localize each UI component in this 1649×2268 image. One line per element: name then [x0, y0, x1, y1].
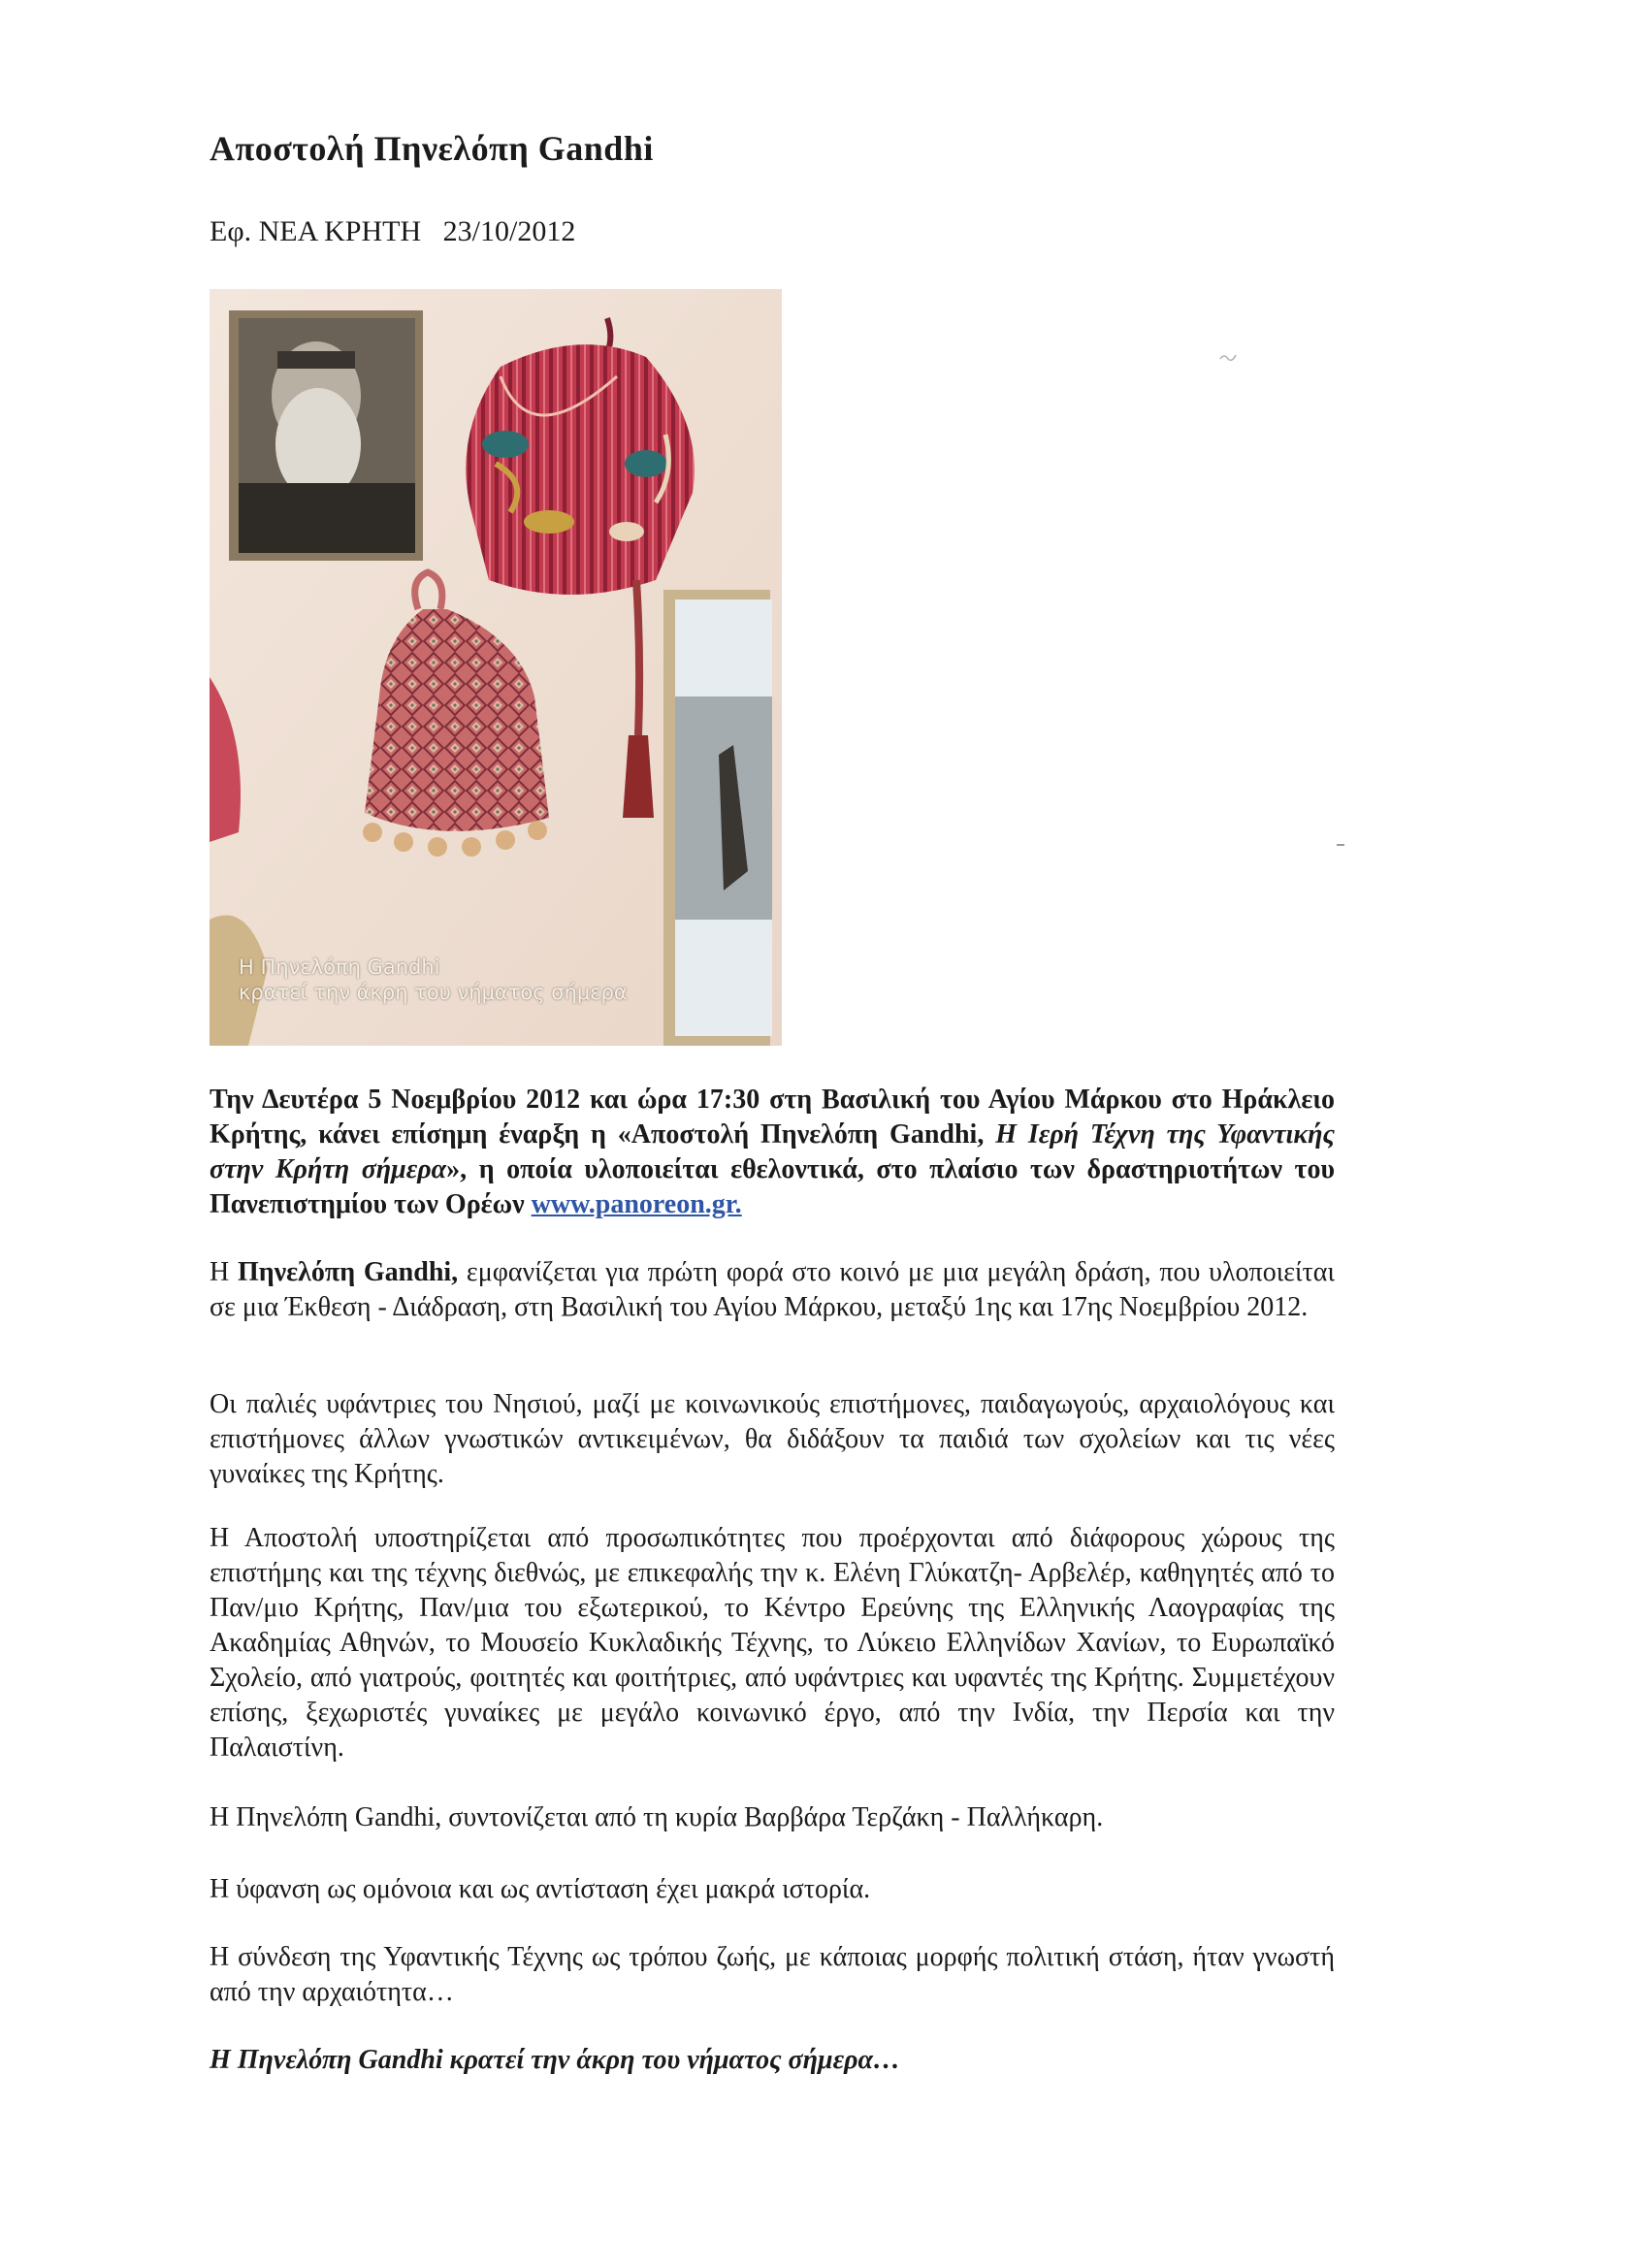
newspaper-source: Εφ. ΝΕΑ ΚΡΗΤΗ 23/10/2012	[210, 215, 576, 247]
intro-exhibition-title: Η Ιερή Τέχνη της Υφαντικής στην Κρήτη σήμερα	[210, 1119, 1335, 1184]
intro-text-1: Την Δευτέρα 5 Νοεμβρίου 2012 και ώρα 17:30 στη Βασιλική του Αγίου Μάρκου στο Ηράκλειο Κρήτης, κάνει επίσημη έναρξη η «Αποστολή Πηνελόπη Gandhi,	[210, 1085, 1335, 1150]
document-title: Αποστολή Πηνελόπη Gandhi	[210, 129, 654, 168]
right-frame	[663, 590, 772, 1046]
panoreon-link[interactable]: www.panoreon.gr.	[531, 1189, 742, 1219]
closing-line: Η Πηνελόπη Gandhi κρατεί την άκρη του νήματος σήμερα…	[210, 2045, 900, 2075]
photo-caption	[239, 955, 628, 1005]
penelope-gandhi-paragraph	[210, 1255, 1335, 1325]
portrait-frame	[229, 310, 423, 561]
woven-bags-photo	[210, 289, 782, 1046]
weaving-paragraph: Η ύφανση ως ομόνοια και ως αντίσταση έχει μακρά ιστορία.	[210, 1874, 871, 1904]
scan-mark	[1218, 351, 1238, 370]
coordination-paragraph: Η Πηνελόπη Gandhi, συντονίζεται από τη κυρία Βαρβάρα Τερζάκη - Παλλήκαρη.	[210, 1802, 1104, 1832]
support-paragraph: Η Αποστολή υποστηρίζεται από προσωπικότητες που προέρχονται από διάφορους χώρους της επιστήμης και της τέχνης διεθνώς, με επικεφαλής την κ. Ελένη Γλύκατζη- Αρβελέρ, καθηγητές από το Παν/μιο Κρήτης, Παν/μια του εξωτερικού, το Κέντρο Ερεύνης της Ελληνικής Λαογραφίας της Ακαδημίας Αθηνών, το Μουσείο Κυκλαδικής Τέχνης, το Λύκειο Ελληνίδων Χανίων, το Ευρωπαϊκό Σχολείο, από γιατρούς, φοιτητές και φοιτήτριες, από υφάντριες και υφαντές της Κρήτης. Συμμετέχουν επίσης, ξεχωριστές γυναίκες με μεγάλο κοινωνικό έργο, από την Ινδία, την Περσία και την Παλαιστίνη.	[210, 1523, 1335, 1763]
caption-line-2: κρατεί την άκρη του νήματος σήμερα	[239, 981, 628, 1004]
article-photo	[210, 289, 782, 1046]
gandhi-rest: εμφανίζεται για πρώτη φορά στο κοινό με μια μεγάλη δράση, που υλοποιείται σε μια Έκθεση - Διάδραση, στη Βασιλική του Αγίου Μάρκου, μεταξύ 1ης και 17ης Νοεμβρίου 2012.	[210, 1257, 1335, 1322]
intro-text-2: », η οποία υλοποιείται εθελοντικά, στο πλαίσιο των δραστηριοτήτων του Πανεπιστημίου των Ορέων	[210, 1154, 1335, 1219]
history-paragraph: Η σύνδεση της Υφαντικής Τέχνης ως τρόπου ζωής, με κάποιας μορφής πολιτική στάση, ήταν γνωστή από την αρχαιότητα…	[210, 1942, 1335, 2007]
intro-paragraph	[210, 1083, 1335, 1222]
caption-line-1: Η Πηνελόπη Gandhi	[239, 956, 440, 979]
gandhi-name: Πηνελόπη Gandhi,	[237, 1257, 459, 1287]
weavers-paragraph: Οι παλιές υφάντριες του Νησιού, μαζί με κοινωνικούς επιστήμονες, παιδαγωγούς, αρχαιολόγους και επιστήμονες άλλων γνωστικών αντικειμένων, θα διδάξουν τα παιδιά των σχολείων και τις νέες γυναίκες της Κρήτης.	[210, 1389, 1335, 1489]
gandhi-prefix: Η	[210, 1257, 238, 1287]
scan-dash	[1337, 844, 1344, 846]
